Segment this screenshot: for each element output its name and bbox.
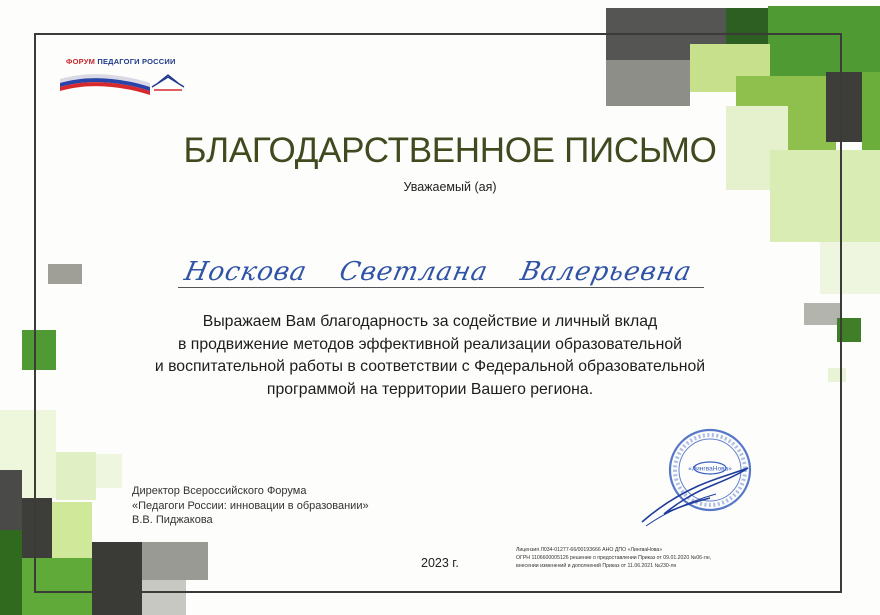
recipient-underline [178,287,704,288]
stamp-center-text: «ЛингваНова» [688,465,732,473]
body-line: Выражаем Вам благодарность за содействие и личный вклад [202,313,658,330]
greeting: Уважаемый (ая) [403,180,497,194]
logo-brand-name: ПЕДАГОГИ РОССИИ [97,57,176,66]
signature-block [132,484,369,528]
flag-book-icon [58,57,193,97]
body-line: и воспитательной работы в соответствии с Федеральной образовательной [154,358,706,375]
license-line: Лицензия Л034-01277-66/00193666 АНО ДПО «ЛингваНова» [516,547,663,553]
certificate-title: БЛАГОДАРСТВЕННОЕ ПИСЬМО [183,131,717,170]
issue-year: 2023 г. [421,556,459,570]
forum-logo [58,57,193,97]
certificate-body [110,311,750,401]
deco-square [0,470,22,530]
body-line: в продвижение методов эффективной реализации образовательной [178,335,682,353]
signature-line: Директор Всероссийского Форума [132,485,307,497]
logo-brand-forum: ФОРУМ [66,57,96,66]
license-line: внесении изменений и дополнений Приказ от 11.06.2021 №230-лн [516,563,677,569]
deco-square [0,530,22,615]
license-info [516,546,846,570]
signature-line: В.В. Пиджакова [132,514,213,526]
recipient-name: Носкова Светлана Валерьевна [181,257,695,287]
body-line: программой на территории Вашего региона. [266,380,594,398]
license-line: ОГРН 1106600005126 решение о предоставлении Приказ от 09.01.2020 №06-лн, [516,555,712,561]
official-stamp-icon [636,422,772,530]
signature-line: «Педагоги России: инновации в образовании» [132,499,369,512]
